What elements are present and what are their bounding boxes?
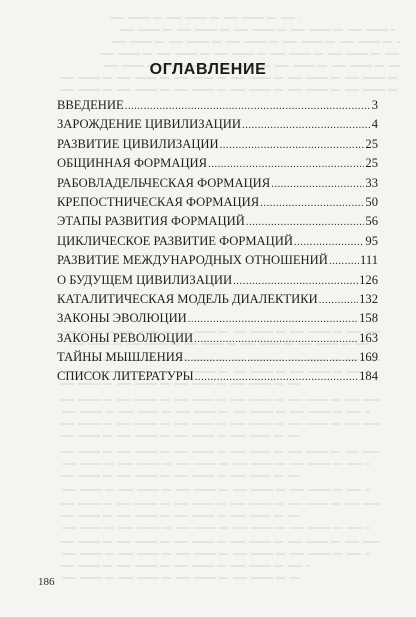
page-number: 186: [38, 576, 55, 588]
toc-entry-title: КАТАЛИТИЧЕСКАЯ МОДЕЛЬ ДИАЛЕКТИКИ: [57, 291, 318, 306]
toc-entry[interactable]: [57, 271, 378, 290]
table-of-contents: [57, 96, 378, 387]
toc-entry-page: 95: [365, 233, 378, 248]
toc-entry-page: 158: [359, 311, 378, 326]
dot-leader: [125, 97, 371, 116]
toc-entry-page: 132: [359, 291, 378, 306]
toc-entry-title: ЦИКЛИЧЕСКОЕ РАЗВИТИЕ ФОРМАЦИЙ: [57, 233, 293, 248]
toc-entry[interactable]: [57, 348, 378, 367]
toc-entry[interactable]: [57, 174, 378, 193]
dot-leader: [260, 194, 364, 213]
toc-entry-title: РАЗВИТИЕ МЕЖДУНАРОДНЫХ ОТНОШЕНИЙ: [57, 253, 328, 268]
toc-entry-page: 111: [360, 253, 378, 268]
toc-entry[interactable]: [57, 309, 378, 328]
toc-entry-title: РАБОВЛАДЕЛЬЧЕСКАЯ ФОРМАЦИЯ: [57, 175, 271, 190]
page-title: ОГЛАВЛЕНИЕ: [149, 61, 267, 78]
toc-entry-page: 56: [365, 214, 378, 229]
dot-leader: [195, 368, 358, 387]
toc-entry-title: СПИСОК ЛИТЕРАТУРЫ: [57, 369, 194, 384]
toc-entry-page: 25: [365, 156, 378, 171]
toc-entry-title: О БУДУЩЕМ ЦИВИЛИЗАЦИИ: [57, 272, 233, 287]
toc-entry-title: ЗАРОЖДЕНИЕ ЦИВИЛИЗАЦИИ: [57, 117, 241, 132]
dot-leader: [220, 136, 365, 155]
toc-entry[interactable]: [57, 212, 378, 231]
toc-entry-title: ОБЩИННАЯ ФОРМАЦИЯ: [57, 156, 208, 171]
toc-entry-title: ЭТАПЫ РАЗВИТИЯ ФОРМАЦИЙ: [57, 214, 245, 229]
toc-entry-page: 50: [365, 194, 378, 209]
toc-entry-page: 3: [371, 98, 378, 112]
toc-entry[interactable]: [57, 115, 378, 134]
toc-entry-title: ЗАКОНЫ ЭВОЛЮЦИИ: [57, 311, 187, 326]
dot-leader: [233, 272, 358, 291]
toc-entry[interactable]: [57, 251, 378, 270]
toc-entry-title: ЗАКОНЫ РЕВОЛЮЦИИ: [57, 330, 194, 345]
dot-leader: [242, 116, 371, 135]
dot-leader: [319, 291, 358, 310]
toc-entry-title: РАЗВИТИЕ ЦИВИЛИЗАЦИИ: [57, 136, 219, 151]
toc-entry-page: 169: [359, 350, 378, 365]
toc-entry-page: 4: [371, 117, 378, 132]
toc-entry-page: 33: [365, 175, 378, 190]
toc-entry-page: 25: [365, 136, 378, 151]
toc-entry-title: ВВЕДЕНИЕ: [57, 98, 124, 112]
dot-leader: [194, 330, 358, 349]
toc-entry[interactable]: [57, 96, 378, 115]
dot-leader: [188, 310, 358, 329]
toc-entry[interactable]: [57, 232, 378, 251]
toc-entry-page: 126: [359, 272, 378, 287]
toc-entry-page: 184: [359, 369, 378, 384]
dot-leader: [184, 349, 358, 368]
toc-entry[interactable]: [57, 367, 378, 386]
toc-entry[interactable]: [57, 329, 378, 348]
toc-entry-title: ТАЙНЫ МЫШЛЕНИЯ: [57, 350, 184, 365]
dot-leader: [329, 252, 359, 271]
toc-entry-page: 163: [359, 330, 378, 345]
toc-entry[interactable]: [57, 290, 378, 309]
dot-leader: [294, 233, 364, 252]
dot-leader: [208, 155, 364, 174]
toc-entry[interactable]: [57, 135, 378, 154]
dot-leader: [246, 213, 365, 232]
toc-entry-title: КРЕПОСТНИЧЕСКАЯ ФОРМАЦИЯ: [57, 194, 260, 209]
toc-entry[interactable]: [57, 193, 378, 212]
dot-leader: [271, 175, 364, 194]
toc-entry[interactable]: [57, 154, 378, 173]
